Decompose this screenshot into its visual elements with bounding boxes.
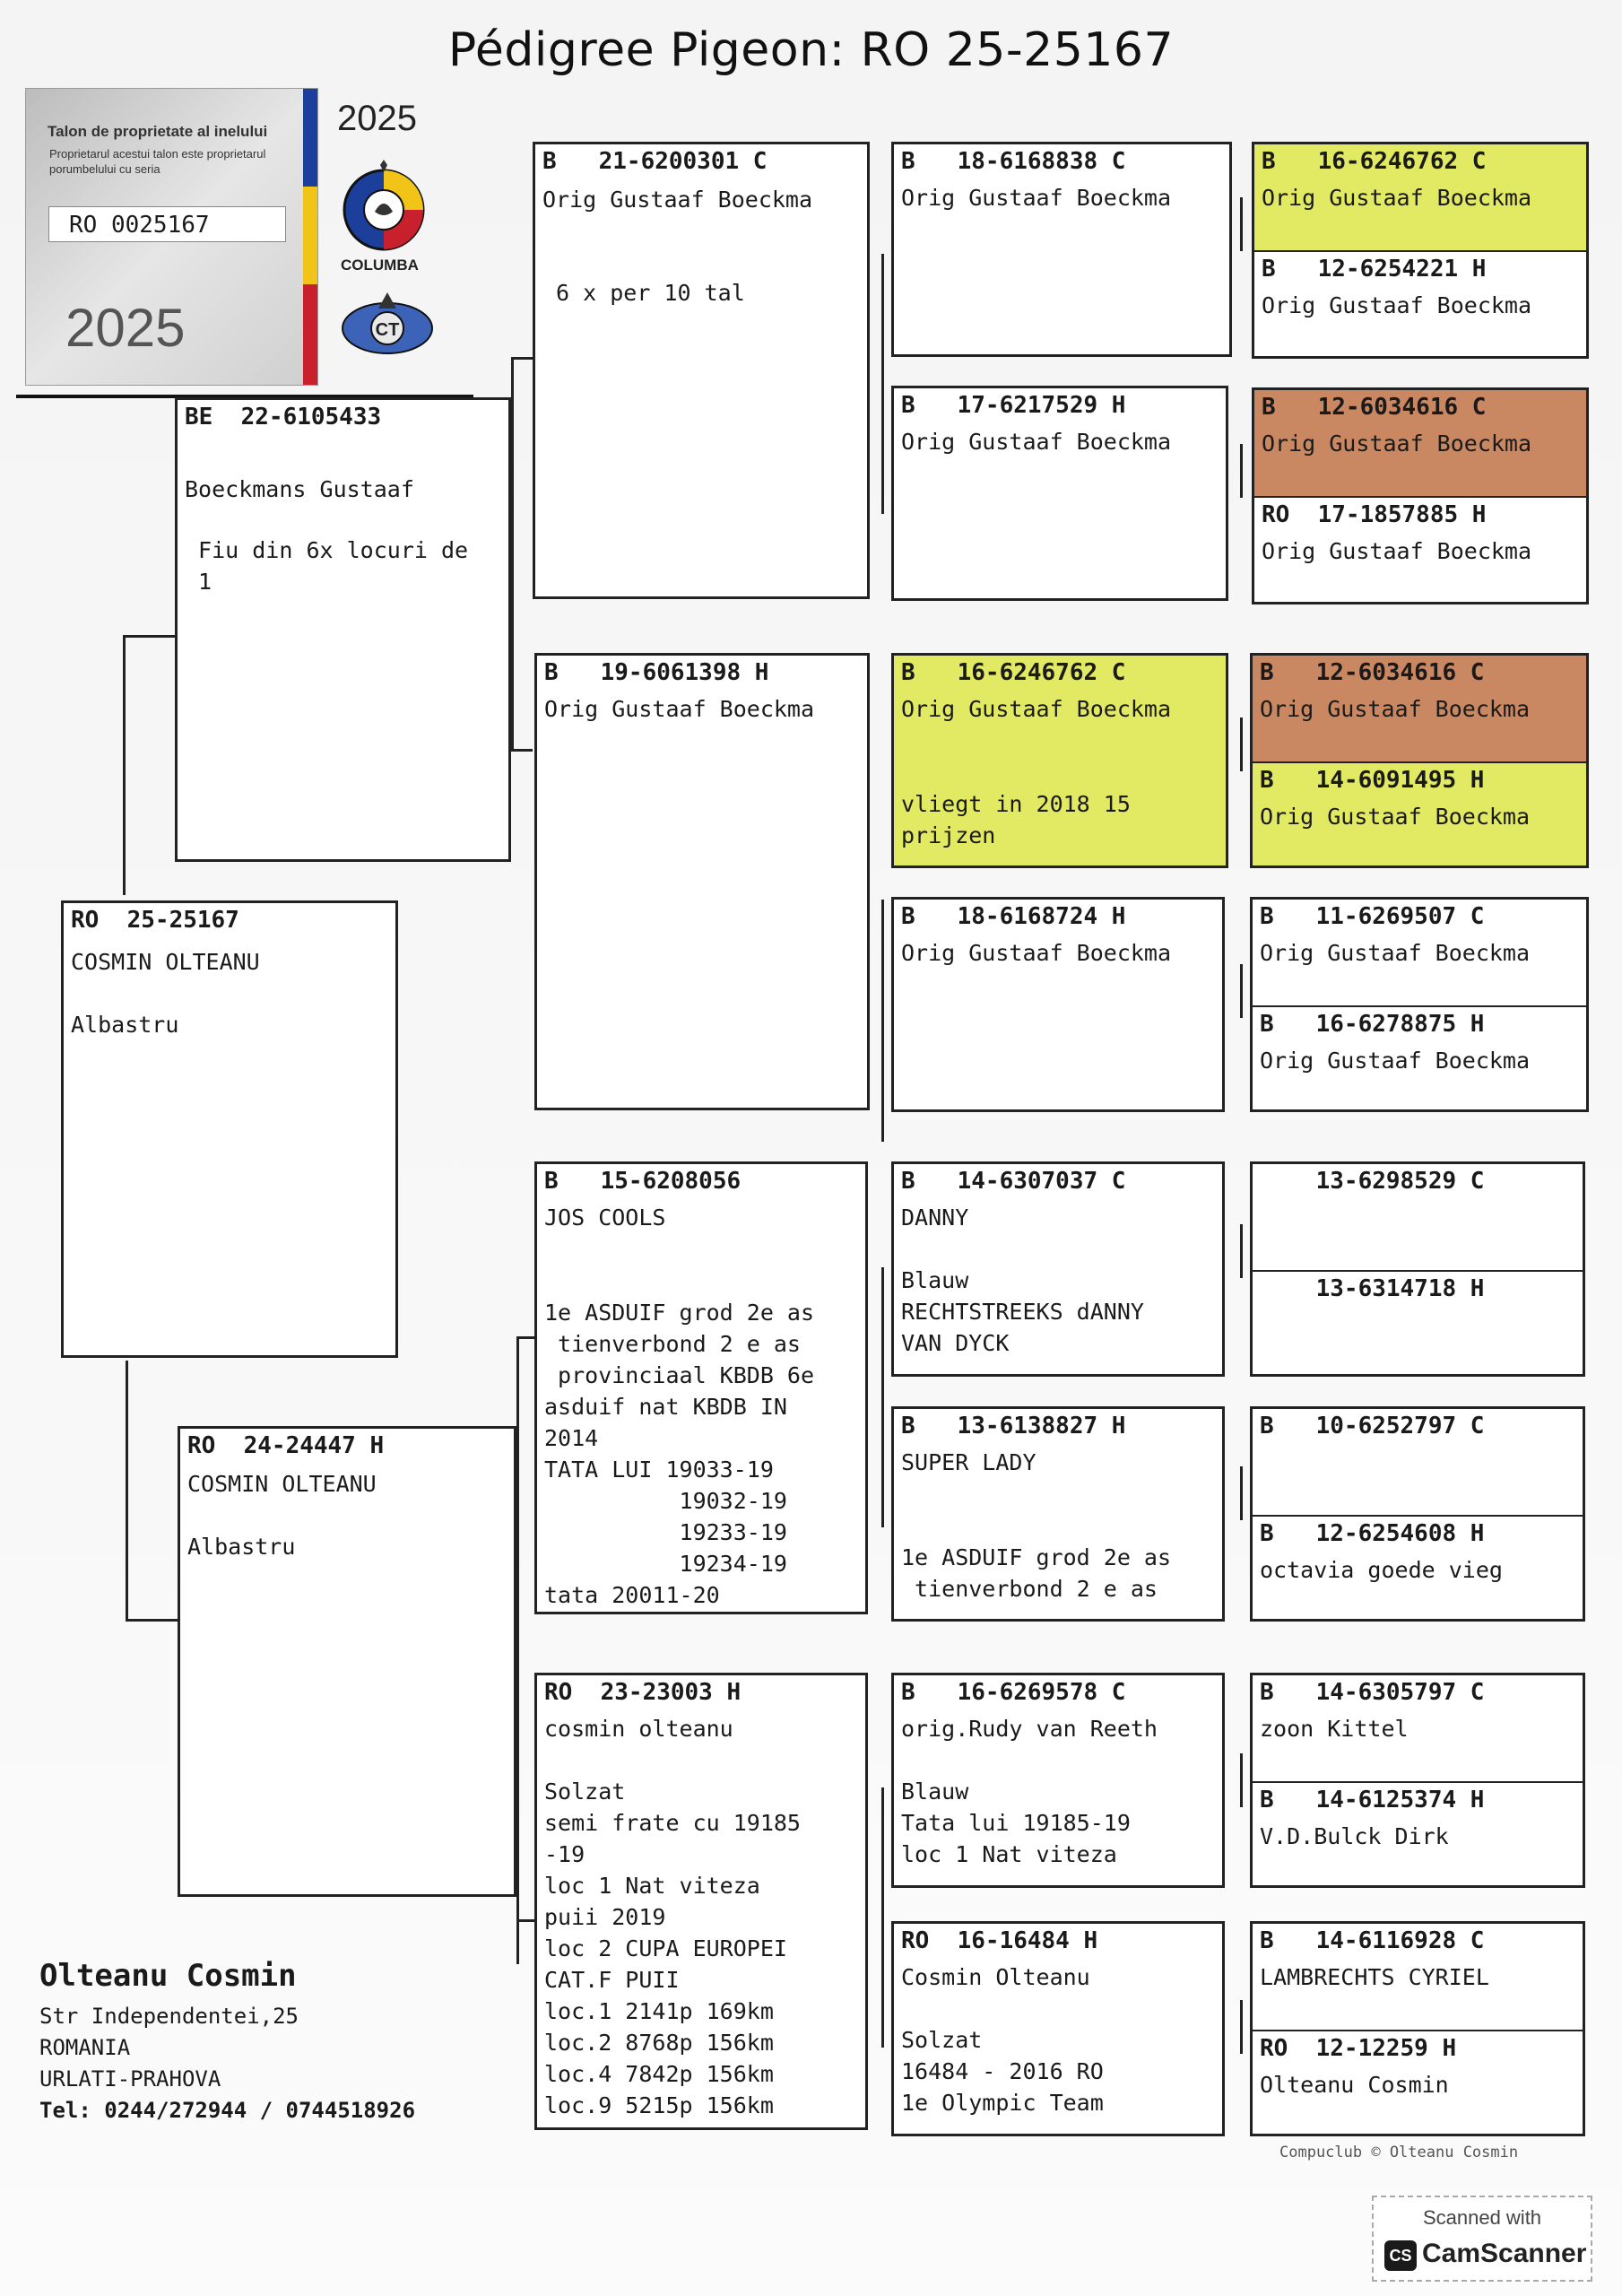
ring-number: B 10-6252797 C	[1260, 1413, 1485, 1439]
ring-number: RO 23-23003 H	[544, 1679, 742, 1706]
connector-line	[881, 1267, 884, 1527]
card-text-line: Solzat	[901, 2027, 983, 2053]
dam-card	[178, 1426, 516, 1897]
card-text-line: Cosmin Olteanu	[901, 1964, 1090, 1990]
ring-number: B 21-6200301 C	[542, 148, 768, 175]
card-text-line: 1e Olympic Team	[901, 2090, 1104, 2116]
connector-line	[126, 1619, 178, 1622]
card-text-line: Orig Gustaaf Boeckma	[1262, 185, 1532, 211]
card-text-line: loc.4 7842p 156km	[544, 2061, 774, 2087]
great-grandparent-card	[891, 142, 1232, 357]
card-text-line: provinciaal KBDB 6e	[544, 1362, 815, 1388]
ring-number: 13-6314718 H	[1260, 1275, 1485, 1302]
great-grandparent-card	[891, 653, 1228, 868]
card-text-line: Orig Gustaaf Boeckma	[901, 940, 1172, 966]
ring-number: B 12-6254608 H	[1260, 1520, 1485, 1547]
card-text-line: semi frate cu 19185	[544, 1810, 801, 1836]
gen4-ancestor-cell	[1253, 1675, 1583, 1781]
connector-line	[881, 1787, 884, 2048]
ring-number: RO 24-24447 H	[187, 1432, 385, 1459]
connector-line	[881, 900, 884, 1142]
card-text-line: Orig Gustaaf Boeckma	[1262, 292, 1532, 318]
gen4-ancestor-cell	[1253, 1409, 1583, 1515]
ring-number: B 18-6168838 C	[901, 148, 1126, 175]
great-grandparent-card	[891, 1921, 1225, 2136]
card-text-line: 19233-19	[544, 1519, 787, 1545]
software-credit: Compuclub © Olteanu Cosmin	[1279, 2144, 1519, 2161]
card-text-line: Orig Gustaaf Boeckma	[901, 185, 1172, 211]
card-text-line: loc.1 2141p 169km	[544, 1998, 774, 2024]
ring-number: 13-6298529 C	[1260, 1168, 1485, 1195]
card-text-line: Fiu din 6x locuri de	[185, 537, 469, 563]
ring-number: B 12-6034616 C	[1260, 659, 1485, 686]
connector-line	[511, 357, 514, 752]
card-text-line: DANNY	[901, 1205, 969, 1231]
gen4-ancestor-cell	[1254, 496, 1586, 602]
owner-country: ROMANIA	[39, 2035, 131, 2060]
card-text-line: loc 1 Nat viteza	[544, 1873, 760, 1899]
card-text-line: TATA LUI 19033-19	[544, 1457, 774, 1483]
ring-number: RO 12-12259 H	[1260, 2035, 1457, 2062]
columba-label: COLUMBA	[341, 257, 419, 274]
ring-number: B 16-6246762 C	[1262, 148, 1487, 175]
ticket-ring-number: RO 0025167	[48, 206, 286, 242]
card-text-line: Orig Gustaaf Boeckma	[1260, 696, 1531, 722]
ring-number: B 14-6116928 C	[1260, 1927, 1485, 1954]
ticket-year: 2025	[65, 298, 186, 358]
great-grandparent-card	[891, 1161, 1225, 1377]
card-text-line: zoon Kittel	[1260, 1716, 1409, 1742]
ring-number: B 14-6091495 H	[1260, 767, 1485, 794]
gen4-ancestor-cell	[1253, 2030, 1583, 2134]
card-text-line: asduif nat KBDB IN	[544, 1394, 787, 1420]
connector-line	[1240, 1224, 1243, 1278]
connector-line	[1240, 718, 1243, 771]
card-text-line: V.D.Bulck Dirk	[1260, 1823, 1449, 1849]
scanner-brand: CamScanner	[1422, 2239, 1587, 2268]
connector-line	[1240, 197, 1243, 251]
card-text-line: Orig Gustaaf Boeckma	[1260, 1048, 1531, 1074]
gen4-pair-card	[1250, 653, 1589, 868]
owner-street: Str Independentei,25	[39, 2004, 299, 2029]
card-text-line: Orig Gustaaf Boeckma	[1262, 538, 1532, 564]
ring-ownership-ticket	[25, 88, 318, 386]
ring-number: B 11-6269507 C	[1260, 903, 1485, 930]
gen4-pair-card	[1250, 1161, 1585, 1377]
card-text-line: tienverbond 2 e as	[901, 1576, 1158, 1602]
card-text-line: Orig Gustaaf Boeckma	[542, 187, 813, 213]
card-text-line: loc 2 CUPA EUROPEI	[544, 1935, 787, 1961]
card-text-line: -19	[544, 1841, 585, 1867]
ring-number: B 18-6168724 H	[901, 903, 1126, 930]
card-text-line: Blauw	[901, 1267, 969, 1293]
connector-line	[516, 1336, 519, 1964]
card-text-line: 16484 - 2016 RO	[901, 2058, 1104, 2084]
ring-number: B 19-6061398 H	[544, 659, 769, 686]
gen4-pair-card	[1250, 1673, 1585, 1888]
card-text-line: Tata lui 19185-19	[901, 1810, 1131, 1836]
gen4-ancestor-cell	[1253, 656, 1586, 761]
card-text-line: loc.9 5215p 156km	[544, 2092, 774, 2118]
card-text-line: Orig Gustaaf Boeckma	[1262, 430, 1532, 457]
grandparent-card	[534, 1161, 868, 1614]
card-text-line: LAMBRECHTS CYRIEL	[1260, 1964, 1489, 1990]
gen4-ancestor-cell	[1253, 1781, 1583, 1885]
ring-number: RO 25-25167	[71, 907, 239, 934]
card-text-line: 2014	[544, 1425, 599, 1451]
connector-line	[511, 749, 533, 752]
card-text-line: 19234-19	[544, 1551, 787, 1577]
ring-number: B 12-6254221 H	[1262, 256, 1487, 283]
connector-line	[1240, 1753, 1243, 1807]
owner-phone: Tel: 0244/272944 / 0744518926	[39, 2098, 416, 2123]
ring-number: B 15-6208056	[544, 1168, 742, 1195]
ring-number: B 13-6138827 H	[901, 1413, 1126, 1439]
gen4-ancestor-cell	[1253, 1164, 1583, 1270]
logo-year: 2025	[337, 99, 417, 138]
ring-number: B 16-6278875 H	[1260, 1011, 1485, 1038]
grandparent-card	[534, 653, 870, 1110]
ring-number: B 14-6307037 C	[901, 1168, 1126, 1195]
card-text-line: loc.2 8768p 156km	[544, 2030, 774, 2056]
card-text-line: orig.Rudy van Reeth	[901, 1716, 1158, 1742]
ring-number: B 17-6217529 H	[901, 392, 1126, 419]
card-text-line: CAT.F PUII	[544, 1967, 680, 1993]
gen4-pair-card	[1250, 897, 1589, 1112]
card-text-line: Blauw	[901, 1779, 969, 1805]
grandparent-card	[534, 1673, 868, 2130]
federation-logo-icon	[339, 289, 436, 357]
ring-number: B 14-6305797 C	[1260, 1679, 1485, 1706]
card-text-line: vliegt in 2018 15	[901, 791, 1131, 817]
gen4-pair-card	[1250, 1406, 1585, 1622]
grandparent-card	[533, 142, 870, 599]
great-grandparent-card	[891, 897, 1225, 1112]
owner-contact-block	[39, 1958, 415, 2126]
romanian-flag-stripe	[303, 89, 317, 385]
card-text-line: Albastru	[187, 1534, 296, 1560]
connector-line	[1240, 1466, 1243, 1520]
card-text-line: cosmin olteanu	[544, 1716, 733, 1742]
card-text-line: 6 x per 10 tal	[542, 280, 745, 306]
gen4-ancestor-cell	[1254, 390, 1586, 496]
svg-text:CT: CT	[375, 320, 400, 340]
ticket-subtext: Proprietarul acestui talon este proprietarul porumbelului cu seria	[49, 147, 266, 176]
card-text-line: Orig Gustaaf Boeckma	[1260, 804, 1531, 830]
connector-line	[881, 254, 884, 514]
card-text-line: COSMIN OLTEANU	[187, 1471, 377, 1497]
connector-line	[1240, 964, 1243, 1018]
great-grandparent-card	[891, 386, 1228, 601]
card-text-line: JOS COOLS	[544, 1205, 666, 1231]
ring-number: B 16-6269578 C	[901, 1679, 1126, 1706]
gen4-ancestor-cell	[1254, 250, 1586, 356]
card-text-line: Boeckmans Gustaaf	[185, 476, 414, 502]
gen4-ancestor-cell	[1253, 1005, 1586, 1109]
gen4-ancestor-cell	[1253, 761, 1586, 865]
ticket-heading: Talon de proprietate al inelului	[48, 123, 268, 140]
scanner-caption: Scanned with	[1422, 2206, 1542, 2229]
ring-number: B 14-6125374 H	[1260, 1787, 1485, 1813]
card-text-line: COSMIN OLTEANU	[71, 949, 260, 975]
gen4-ancestor-cell	[1254, 144, 1586, 250]
connector-line	[1240, 2000, 1243, 2054]
card-text-line: SUPER LADY	[901, 1449, 1037, 1475]
card-text-line: Orig Gustaaf Boeckma	[901, 429, 1172, 455]
gen4-pair-card	[1252, 142, 1589, 359]
ring-number: B 16-6246762 C	[901, 659, 1126, 686]
card-text-line: Solzat	[544, 1779, 626, 1805]
card-text-line: RECHTSTREEKS dANNY	[901, 1299, 1144, 1325]
connector-line	[123, 635, 175, 638]
subject-pigeon-card	[61, 900, 398, 1358]
card-text-line: tienverbond 2 e as	[544, 1331, 801, 1357]
connector-line	[1240, 444, 1243, 498]
card-text-line: Olteanu Cosmin	[1260, 2072, 1449, 2098]
camscanner-logo-icon: CS	[1384, 2240, 1417, 2271]
gen4-pair-card	[1252, 387, 1589, 604]
card-text-line: prijzen	[901, 822, 996, 848]
ring-number: RO 16-16484 H	[901, 1927, 1098, 1954]
card-text-line: Albastru	[71, 1012, 179, 1038]
connector-line	[511, 357, 533, 360]
card-text-line: Orig Gustaaf Boeckma	[901, 696, 1172, 722]
page-title: Pédigree Pigeon: RO 25-25167	[447, 23, 1175, 77]
card-text-line: loc 1 Nat viteza	[901, 1841, 1117, 1867]
great-grandparent-card	[891, 1673, 1225, 1888]
gen4-ancestor-cell	[1253, 1924, 1583, 2030]
card-text-line: 1e ASDUIF grod 2e as	[901, 1544, 1172, 1570]
connector-line	[126, 1361, 128, 1621]
gen4-ancestor-cell	[1253, 900, 1586, 1005]
card-text-line: 1	[185, 569, 213, 595]
connector-line	[123, 635, 126, 895]
camscanner-watermark	[1372, 2196, 1592, 2282]
sire-card	[175, 397, 511, 862]
card-text-line: Orig Gustaaf Boeckma	[544, 696, 815, 722]
gen4-ancestor-cell	[1253, 1270, 1583, 1374]
owner-name: Olteanu Cosmin	[39, 1958, 297, 1994]
card-text-line: 1e ASDUIF grod 2e as	[544, 1300, 815, 1326]
columba-logo-icon	[334, 160, 434, 253]
card-text-line: puii 2019	[544, 1904, 666, 1930]
ring-number: RO 17-1857885 H	[1262, 501, 1487, 528]
card-text-line: tata 20011-20	[544, 1582, 720, 1608]
gen4-ancestor-cell	[1253, 1515, 1583, 1619]
ring-number: BE 22-6105433	[185, 404, 382, 430]
card-text-line: 19032-19	[544, 1488, 787, 1514]
card-text-line: octavia goede vieg	[1260, 1557, 1503, 1583]
gen4-pair-card	[1250, 1921, 1585, 2136]
card-text-line: VAN DYCK	[901, 1330, 1010, 1356]
ring-number: B 12-6034616 C	[1262, 394, 1487, 421]
great-grandparent-card	[891, 1406, 1225, 1622]
owner-city: URLATI-PRAHOVA	[39, 2066, 221, 2092]
card-text-line: Orig Gustaaf Boeckma	[1260, 940, 1531, 966]
